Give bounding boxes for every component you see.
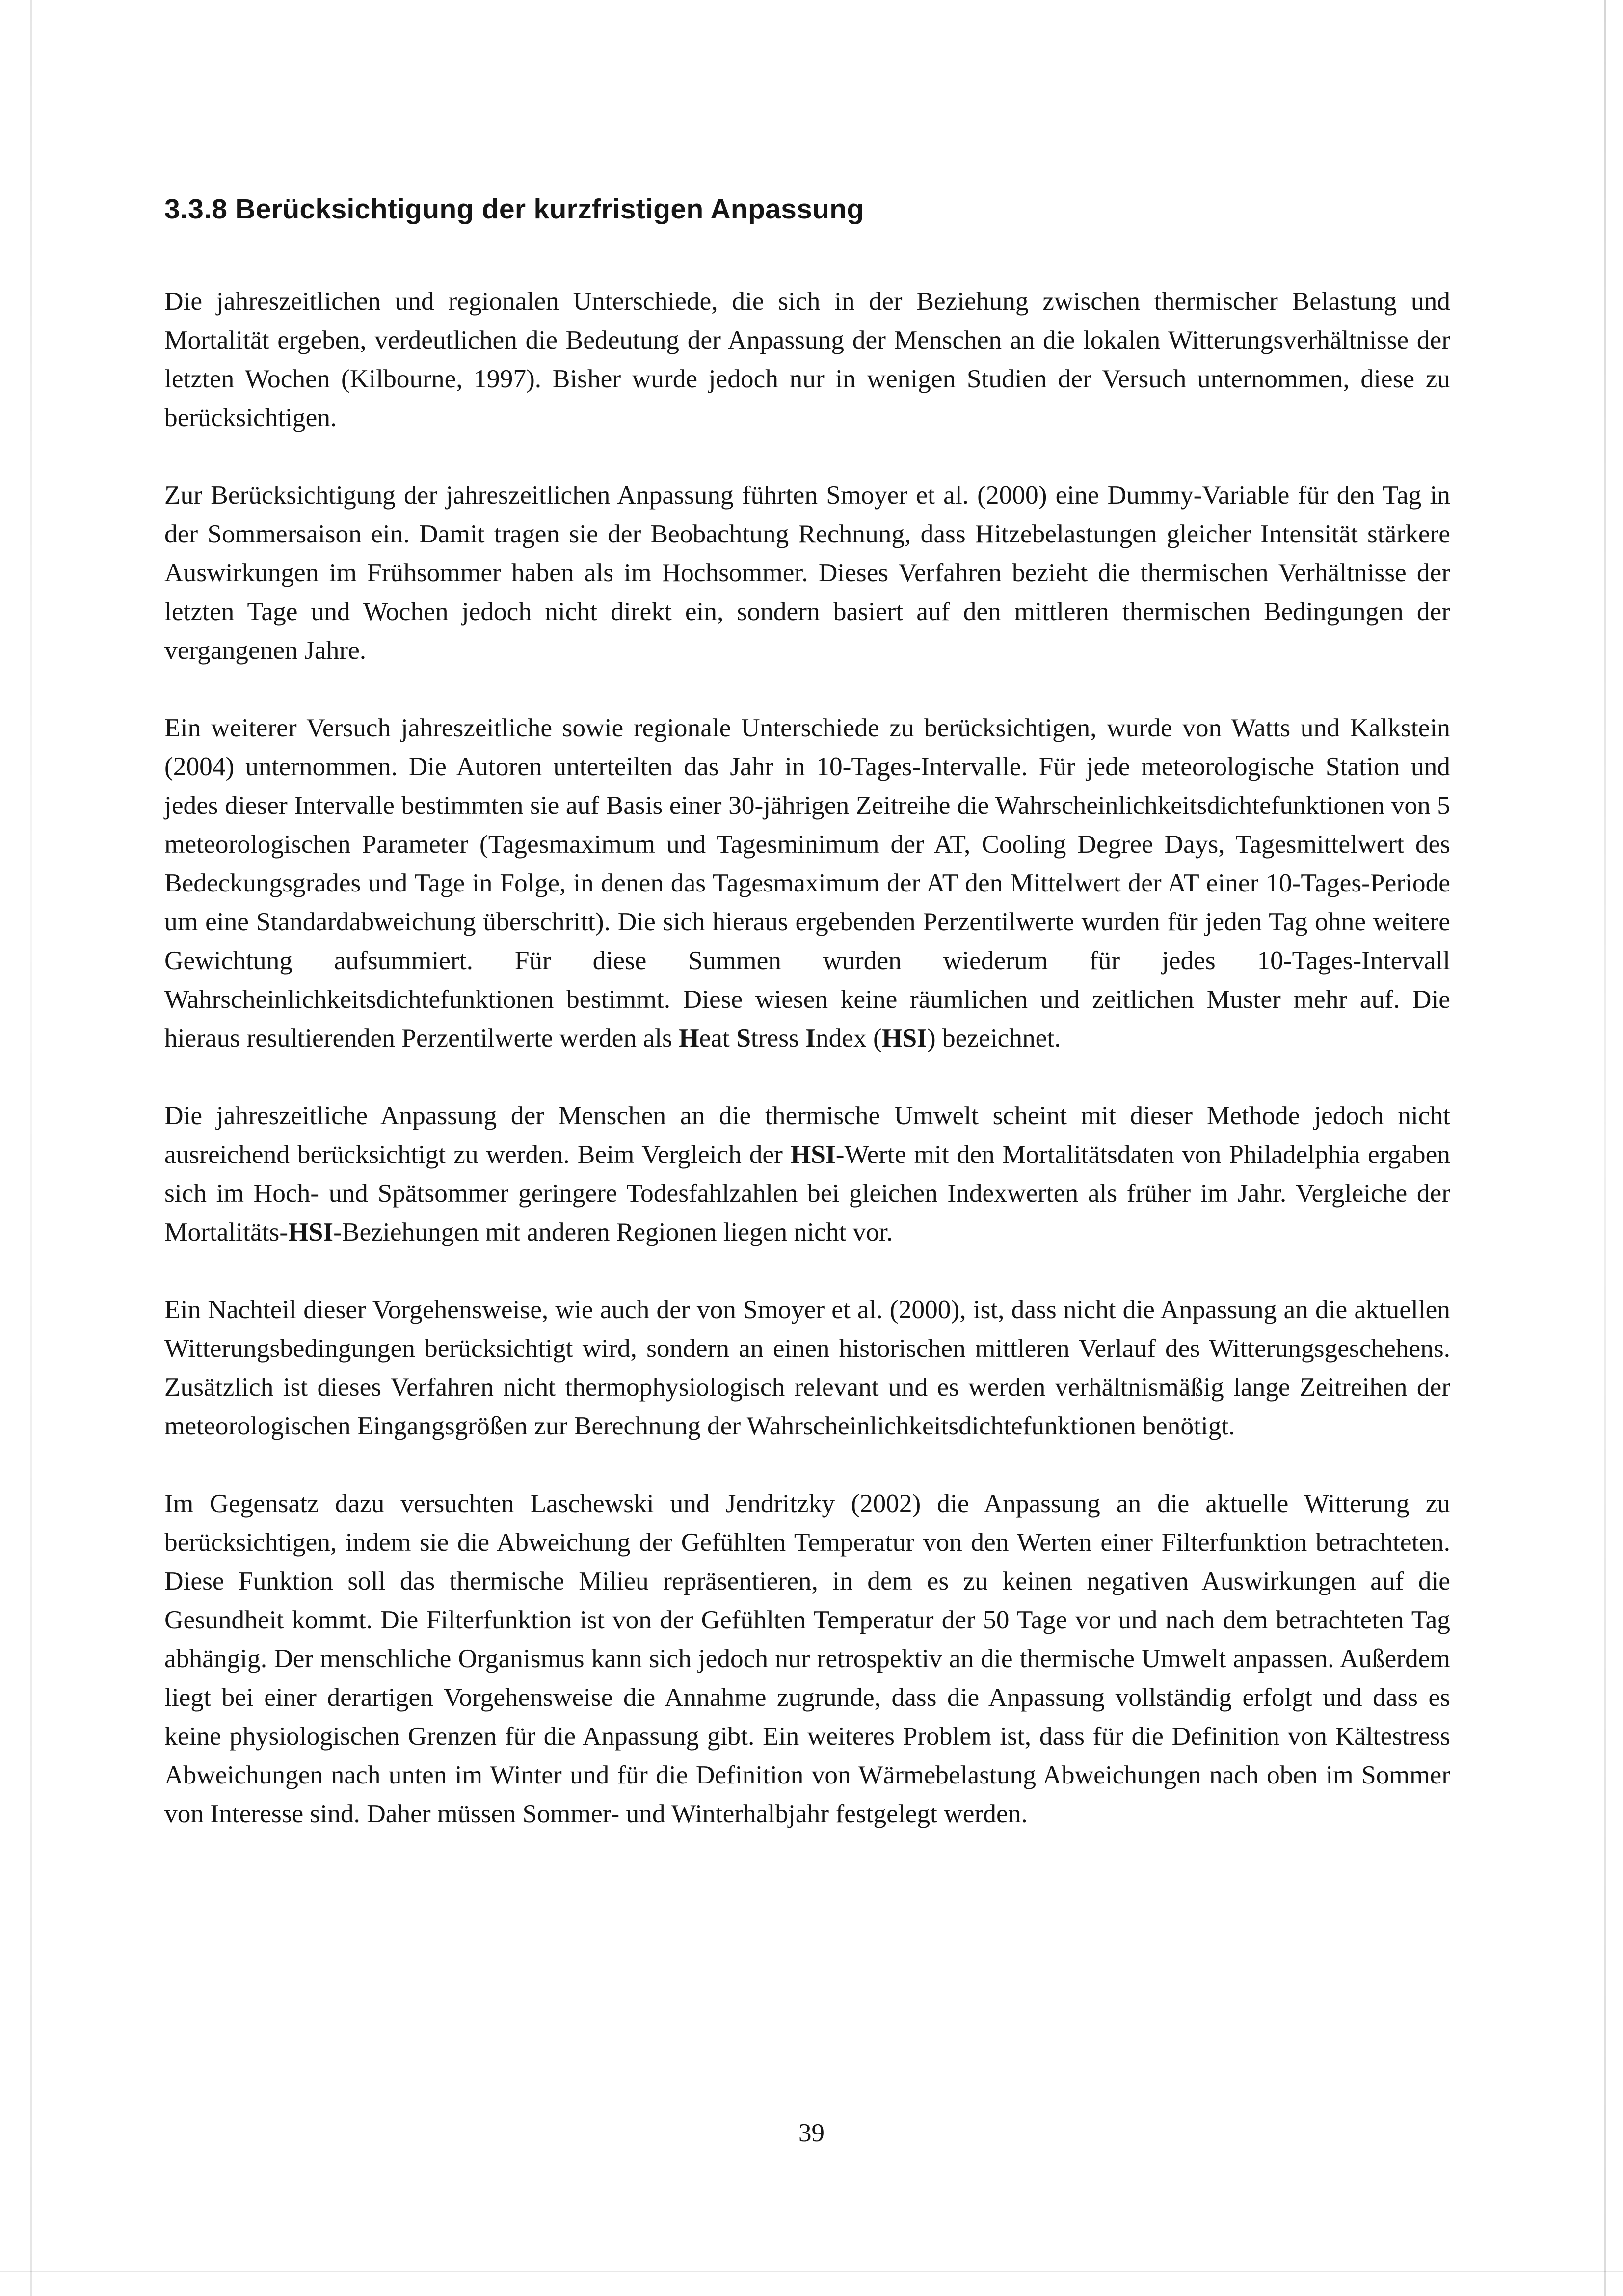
text-segment: Ein Nachteil dieser Vorgehensweise, wie auch der von Smoyer et al. (2000), ist, dass nicht die Anpassung an die aktuellen Witterungsbedingungen berücksichtigt wird, sondern an einen historischen mittleren Verlauf des Witterungsgeschehens. Zusätzlich ist dieses Verfahren nicht thermophysiologisch relevant und es werden verhältnismäßig lange Zeitreihen der meteorologischen Eingangsgrößen zur Berechnung der Wahrscheinlichkeitsdichtefunktionen benötigt. [164,1295,1450,1440]
bold-text-segment: HSI [881,1023,927,1053]
text-segment: Die jahreszeitlichen und regionalen Unterschiede, die sich in der Beziehung zwischen thermischer Belastung und Mortalität ergeben, verdeutlichen die Bedeutung der Anpassung der Menschen an die lokalen Witterungsverhältnisse der letzten Wochen (Kilbourne, 1997). Bisher wurde jedoch nur in wenigen Studien der Versuch unternommen, diese zu berücksichtigen. [164,286,1450,432]
scan-edge-left [30,0,32,2296]
page-content [164,191,1450,1872]
text-segment: Die jahreszeitliche Anpassung der Menschen an die thermische Umwelt scheint mit dieser Methode jedoch nicht ausreichend berücksichtigt zu werden. Beim Vergleich der [164,1101,1450,1169]
paragraph [164,1484,1450,1833]
text-segment: Im Gegensatz dazu versuchten Laschewski und Jendritzky (2002) die Anpassung an die aktuelle Witterung zu berücksichtigen, indem sie die Abweichung der Gefühlten Temperatur von den Werten einer Filterfunktion betrachteten. Diese Funktion soll das thermische Milieu repräsentieren, in dem es zu keinen negativen Auswirkungen auf die Gesundheit kommt. Die Filterfunktion ist von der Gefühlten Temperatur der 50 Tage vor und nach dem betrachteten Tag abhängig. Der menschliche Organismus kann sich jedoch nur retrospektiv an die thermische Umwelt anpassen. Außerdem liegt bei einer derartigen Vorgehensweise die Annahme zugrunde, dass die Anpassung vollständig erfolgt und dass es keine physiologischen Grenzen für die Anpassung gibt. Ein weiteres Problem ist, dass für die Definition von Kältestress Abweichungen nach unten im Winter und für die Definition von Wärmebelastung Abweichungen nach oben im Sommer von Interesse sind. Daher müssen Sommer- und Winterhalbjahr festgelegt werden. [164,1488,1450,1828]
paragraph [164,282,1450,437]
page-number: 39 [798,2119,825,2147]
text-segment: -Werte mit den Mortalitätsdaten von Philadelphia ergaben sich im Hoch- und Spätsommer geringere Todesfahlzahlen bei gleichen Indexwerten als früher im Jahr. Vergleiche der Mortalitäts- [164,1139,1450,1246]
paragraph [164,708,1450,1057]
text-segment: Ein weiterer Versuch jahreszeitliche sowie regionale Unterschiede zu berücksichtigen, wurde von Watts und Kalkstein (2004) unternommen. Die Autoren unterteilten das Jahr in 10-Tages-Intervalle. Für jede meteorologische Station und jedes dieser Intervalle bestimmten sie auf Basis einer 30-jährigen Zeitreihe die Wahrscheinlichkeitsdichtefunktionen von 5 meteorologischen Parameter (Tagesmaximum und Tagesminimum der AT, Cooling Degree Days, Tagesmittelwert des Bedeckungsgrades und Tage in Folge, in denen das Tagesmaximum der AT den Mittelwert der AT einer 10-Tages-Periode um eine Standardabweichung überschritt). Die sich hieraus ergebenden Perzentilwerte wurden für jeden Tag ohne weitere Gewichtung aufsummiert. Für diese Summen wurden wiederum für jedes 10-Tages-Intervall Wahrscheinlichkeitsdichtefunktionen bestimmt. Diese wiesen keine räumlichen und zeitlichen Muster mehr auf. Die hieraus resultierenden Perzentilwerte werden als [164,713,1450,1053]
body-text [164,282,1450,1833]
paragraph [164,476,1450,670]
scan-edge-right [1604,0,1606,2296]
text-segment: ndex ( [815,1023,882,1053]
text-segment: ) bezeichnet. [927,1023,1061,1053]
bold-text-segment: I [805,1023,816,1053]
bold-text-segment: HSI [790,1139,836,1169]
bold-text-segment: HSI [288,1217,334,1246]
text-segment: -Beziehungen mit anderen Regionen liegen nicht vor. [333,1217,893,1246]
text-segment: eat [699,1023,737,1053]
scan-edge-bottom [0,2271,1623,2272]
bold-text-segment: S [736,1023,751,1053]
text-segment: tress [750,1023,806,1053]
bold-text-segment: H [679,1023,699,1053]
text-segment: Zur Berücksichtigung der jahreszeitlichen Anpassung führten Smoyer et al. (2000) eine Dummy-Variable für den Tag in der Sommersaison ein. Damit tragen sie der Beobachtung Rechnung, dass Hitzebelastungen gleicher Intensität stärkere Auswirkungen im Frühsommer haben als im Hochsommer. Dieses Verfahren bezieht die thermischen Verhältnisse der letzten Tage und Wochen jedoch nicht direkt ein, sondern basiert auf den mittleren thermischen Bedingungen der vergangenen Jahre. [164,480,1450,665]
paragraph [164,1290,1450,1445]
paragraph [164,1096,1450,1251]
section-heading: 3.3.8 Berücksichtigung der kurzfristigen Anpassung [164,193,864,225]
